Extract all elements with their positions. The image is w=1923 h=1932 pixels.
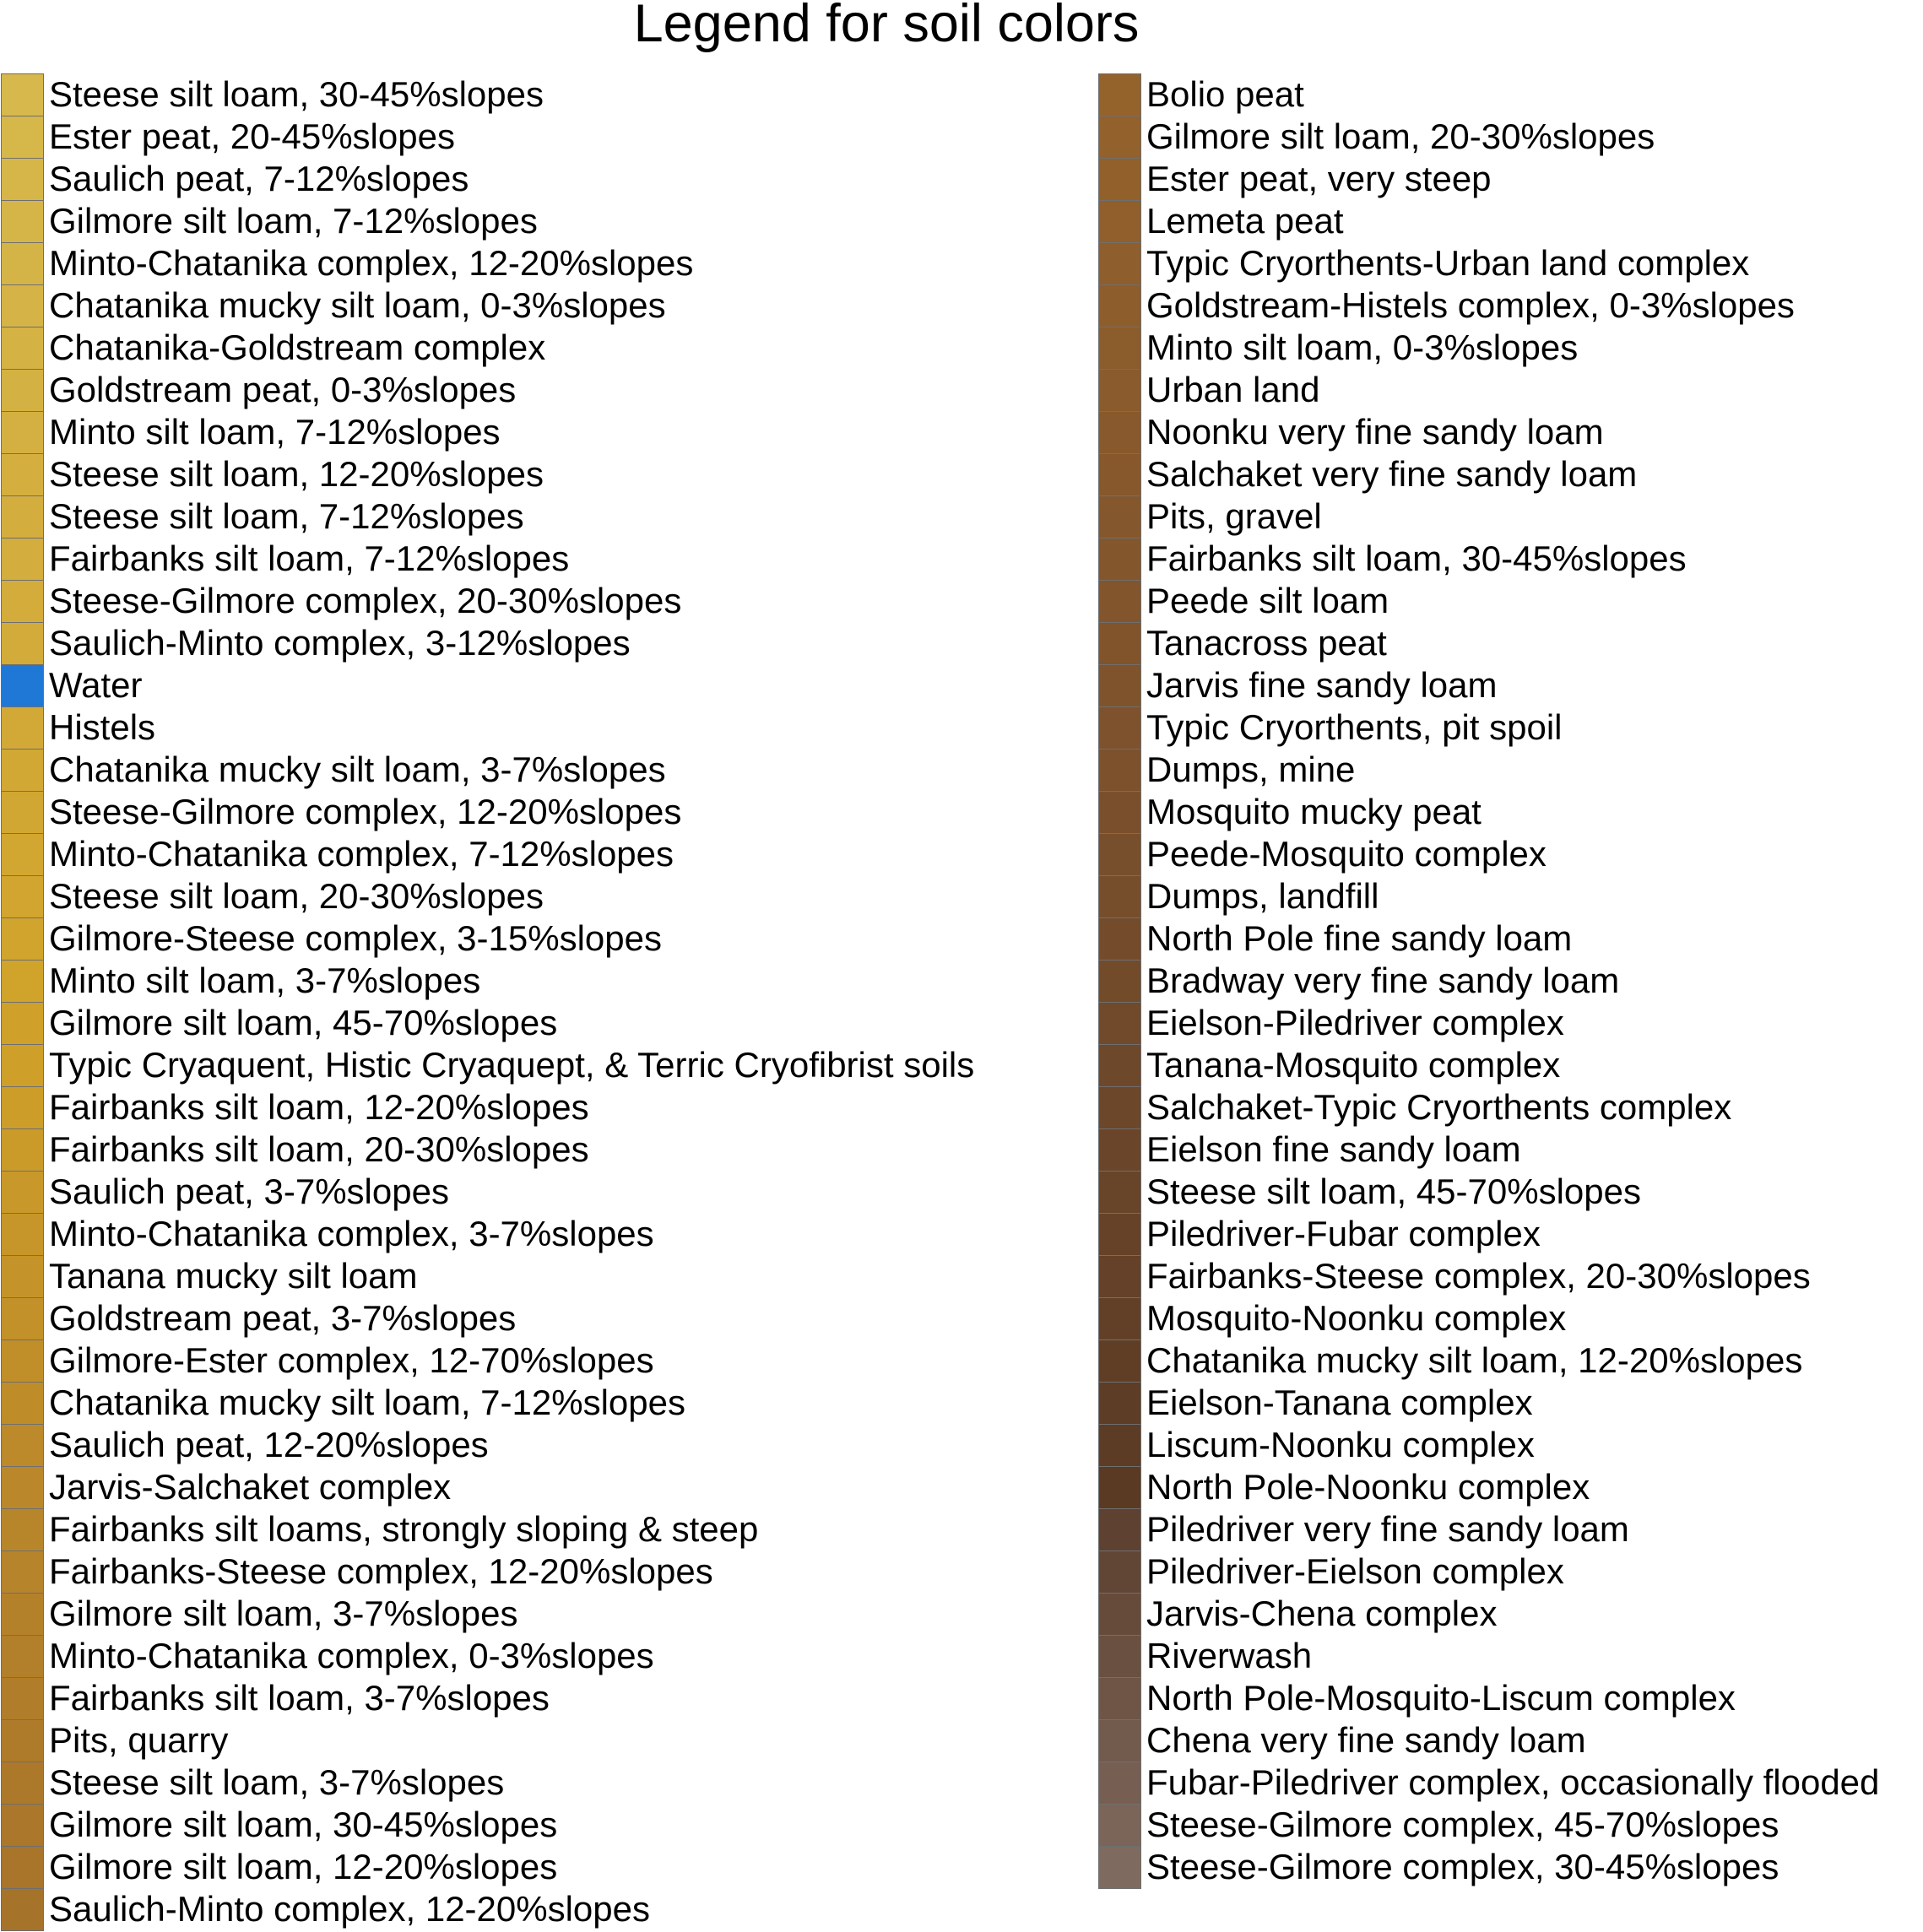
legend-item <box>1098 1762 1909 1804</box>
legend-swatch <box>1 242 44 285</box>
legend-label: North Pole fine sandy loam <box>1146 918 1573 958</box>
legend-label: Steese silt loam, 3-7%slopes <box>49 1762 505 1802</box>
legend-label: Steese silt loam, 7-12%slopes <box>49 496 524 536</box>
legend-swatch <box>1 1762 44 1805</box>
legend-label: Eielson fine sandy loam <box>1146 1129 1521 1169</box>
legend-item <box>1098 1593 1909 1635</box>
legend-swatch <box>1098 622 1141 665</box>
legend-item <box>1 1508 811 1550</box>
legend-label: Jarvis fine sandy loam <box>1146 665 1498 705</box>
legend-label: Fairbanks silt loam, 30-45%slopes <box>1146 538 1687 578</box>
legend-swatch <box>1098 1508 1141 1551</box>
legend-swatch <box>1098 495 1141 538</box>
legend-label: Saulich peat, 3-7%slopes <box>49 1172 449 1211</box>
legend-item <box>1 1762 811 1804</box>
legend-item <box>1098 1466 1909 1508</box>
legend-label: Minto-Chatanika complex, 12-20%slopes <box>49 243 694 283</box>
legend-item <box>1098 1339 1909 1382</box>
legend-item <box>1 116 811 158</box>
legend-swatch <box>1 73 44 116</box>
legend-label: Piledriver-Eielson complex <box>1146 1551 1564 1591</box>
legend-label: Fairbanks silt loam, 3-7%slopes <box>49 1678 550 1718</box>
legend-item <box>1 622 811 664</box>
legend-swatch <box>1098 833 1141 876</box>
legend-swatch <box>1098 73 1141 116</box>
legend-swatch <box>1098 706 1141 750</box>
legend-label: Goldstream-Histels complex, 0-3%slopes <box>1146 285 1795 325</box>
legend-label: Fubar-Piledriver complex, occasionally flooded <box>1146 1762 1880 1802</box>
legend-label: Steese-Gilmore complex, 20-30%slopes <box>49 581 682 620</box>
legend-label: Fairbanks silt loam, 12-20%slopes <box>49 1087 589 1127</box>
legend-swatch <box>1098 580 1141 623</box>
legend-label: Steese-Gilmore complex, 30-45%slopes <box>1146 1847 1779 1886</box>
legend-swatch <box>1 1382 44 1425</box>
legend-item <box>1 1719 811 1762</box>
legend-swatch <box>1 706 44 750</box>
legend-item <box>1 1086 811 1128</box>
legend-swatch <box>1098 538 1141 581</box>
legend-label: Bradway very fine sandy loam <box>1146 961 1620 1000</box>
legend-swatch <box>1 116 44 159</box>
legend-label: Ester peat, 20-45%slopes <box>49 116 455 156</box>
legend-swatch <box>1098 1382 1141 1425</box>
legend-label: Gilmore silt loam, 12-20%slopes <box>49 1847 558 1886</box>
legend-item <box>1 1550 811 1593</box>
legend-item <box>1098 1635 1909 1677</box>
legend-item <box>1098 875 1909 917</box>
legend-label: Bolio peat <box>1146 74 1304 114</box>
legend-item <box>1098 242 1909 284</box>
legend-swatch <box>1 369 44 412</box>
legend-swatch <box>1098 1339 1141 1383</box>
legend-item <box>1 538 811 580</box>
legend-swatch <box>1 200 44 243</box>
legend-label: Salchaket-Typic Cryorthents complex <box>1146 1087 1732 1127</box>
legend-swatch <box>1098 1719 1141 1762</box>
legend-label: Fairbanks-Steese complex, 12-20%slopes <box>49 1551 713 1591</box>
legend-label: Steese silt loam, 20-30%slopes <box>49 876 544 916</box>
legend-label: Steese silt loam, 12-20%slopes <box>49 454 544 494</box>
legend-label: North Pole-Mosquito-Liscum complex <box>1146 1678 1736 1718</box>
legend-swatch <box>1 158 44 201</box>
legend-swatch <box>1098 411 1141 454</box>
legend-item <box>1098 158 1909 200</box>
legend-swatch <box>1098 1466 1141 1509</box>
legend-label: Peede-Mosquito complex <box>1146 834 1547 874</box>
legend-swatch <box>1 284 44 327</box>
legend-item <box>1 1044 975 1086</box>
legend-label: Gilmore silt loam, 7-12%slopes <box>49 201 538 241</box>
legend-item <box>1098 116 1909 158</box>
legend-swatch <box>1 833 44 876</box>
legend-item <box>1098 833 1909 875</box>
legend-swatch <box>1 1297 44 1340</box>
legend-label: Riverwash <box>1146 1636 1313 1675</box>
legend-item <box>1 833 811 875</box>
legend-swatch <box>1 1466 44 1509</box>
legend-label: Minto silt loam, 3-7%slopes <box>49 961 481 1000</box>
legend-item <box>1 580 811 622</box>
legend-swatch <box>1098 1804 1141 1847</box>
legend-label: Minto-Chatanika complex, 7-12%slopes <box>49 834 674 874</box>
legend-column-right <box>1098 73 1909 1888</box>
legend-item <box>1 1804 811 1846</box>
legend-label: Steese-Gilmore complex, 12-20%slopes <box>49 792 682 831</box>
legend-swatch <box>1 1339 44 1383</box>
legend-label: Saulich-Minto complex, 3-12%slopes <box>49 623 631 663</box>
legend-item <box>1 1255 811 1297</box>
legend-swatch <box>1098 1550 1141 1594</box>
legend-item <box>1098 1044 1909 1086</box>
legend-label: Chatanika mucky silt loam, 7-12%slopes <box>49 1383 685 1422</box>
legend-label: Minto-Chatanika complex, 0-3%slopes <box>49 1636 654 1675</box>
legend-label: Lemeta peat <box>1146 201 1344 241</box>
legend-item <box>1 200 811 242</box>
legend-swatch <box>1098 116 1141 159</box>
legend-swatch <box>1 1635 44 1678</box>
legend-item <box>1098 1424 1909 1466</box>
legend-item <box>1098 1128 1909 1171</box>
legend-label: Water <box>49 665 143 705</box>
legend-item <box>1098 200 1909 242</box>
legend-label: Urban land <box>1146 370 1320 409</box>
legend-swatch <box>1 538 44 581</box>
legend-label: Gilmore silt loam, 45-70%slopes <box>49 1003 558 1042</box>
legend-swatch <box>1 960 44 1003</box>
legend-swatch <box>1 1719 44 1762</box>
legend-item <box>1098 749 1909 791</box>
legend-swatch <box>1098 960 1141 1003</box>
legend-item <box>1 327 811 369</box>
legend-item <box>1 917 811 960</box>
legend-item <box>1098 1002 1909 1044</box>
legend-item <box>1 73 811 116</box>
legend-swatch <box>1 1213 44 1256</box>
legend-label: Mosquito mucky peat <box>1146 792 1482 831</box>
legend-swatch <box>1098 327 1141 370</box>
legend-swatch <box>1 1550 44 1594</box>
legend-label: Ester peat, very steep <box>1146 159 1492 198</box>
legend-item <box>1 1677 811 1719</box>
legend-item <box>1 411 811 453</box>
legend-label: Minto silt loam, 7-12%slopes <box>49 412 501 452</box>
legend-swatch <box>1 1846 44 1889</box>
legend-label: Pits, gravel <box>1146 496 1322 536</box>
legend-item <box>1098 791 1909 833</box>
legend-swatch <box>1098 1213 1141 1256</box>
legend-item <box>1 875 811 917</box>
legend-swatch <box>1098 1593 1141 1636</box>
legend-item <box>1098 1804 1909 1846</box>
legend-swatch <box>1098 369 1141 412</box>
legend-label: Steese-Gilmore complex, 45-70%slopes <box>1146 1805 1779 1844</box>
legend-item <box>1 1593 811 1635</box>
legend-swatch <box>1 1086 44 1129</box>
legend-item <box>1098 1255 1909 1297</box>
legend-item <box>1 1213 811 1255</box>
legend-swatch <box>1098 1086 1141 1129</box>
legend-swatch <box>1 495 44 538</box>
legend-item <box>1098 411 1909 453</box>
legend-item <box>1 242 811 284</box>
legend-item <box>1 158 811 200</box>
legend-label: Fairbanks silt loam, 7-12%slopes <box>49 538 570 578</box>
legend-swatch <box>1 327 44 370</box>
legend-item <box>1 1888 811 1930</box>
legend-item <box>1 1635 811 1677</box>
legend-item <box>1 1339 811 1382</box>
legend-item <box>1 1466 811 1508</box>
legend-swatch <box>1 1002 44 1045</box>
legend-swatch <box>1 875 44 918</box>
legend-swatch <box>1098 1635 1141 1678</box>
legend-label: Gilmore silt loam, 20-30%slopes <box>1146 116 1655 156</box>
legend-item <box>1 284 811 327</box>
legend-swatch <box>1 749 44 792</box>
legend-label: Mosquito-Noonku complex <box>1146 1298 1567 1338</box>
legend-item <box>1 960 811 1002</box>
legend-swatch <box>1 1424 44 1467</box>
legend-label: Goldstream peat, 0-3%slopes <box>49 370 517 409</box>
legend-swatch <box>1098 453 1141 496</box>
legend-item <box>1 664 811 706</box>
legend-label: Histels <box>49 707 156 747</box>
legend-label: Fairbanks silt loam, 20-30%slopes <box>49 1129 589 1169</box>
legend-item <box>1098 917 1909 960</box>
legend-label: Tanacross peat <box>1146 623 1387 663</box>
legend-label: Eielson-Piledriver complex <box>1146 1003 1564 1042</box>
legend-label: Minto silt loam, 0-3%slopes <box>1146 327 1579 367</box>
legend-label: Saulich peat, 7-12%slopes <box>49 159 469 198</box>
legend-item <box>1 1128 811 1171</box>
legend-swatch <box>1 1593 44 1636</box>
legend-swatch <box>1 1128 44 1172</box>
legend-item <box>1098 664 1909 706</box>
legend-swatch <box>1 1804 44 1847</box>
legend-label: Gilmore-Steese complex, 3-15%slopes <box>49 918 662 958</box>
legend-label: Typic Cryaquent, Histic Cryaquept, & Terric Cryofibrist soils <box>49 1045 975 1085</box>
legend-swatch <box>1098 284 1141 327</box>
legend-label: Minto-Chatanika complex, 3-7%slopes <box>49 1214 654 1253</box>
legend-item <box>1098 580 1909 622</box>
legend-swatch <box>1 1255 44 1298</box>
legend-swatch <box>1098 1002 1141 1045</box>
legend-label: Salchaket very fine sandy loam <box>1146 454 1638 494</box>
legend-label: Saulich peat, 12-20%slopes <box>49 1425 489 1464</box>
legend-swatch <box>1 453 44 496</box>
legend-label: Typic Cryorthents, pit spoil <box>1146 707 1563 747</box>
legend-swatch <box>1 1044 44 1087</box>
legend-swatch <box>1098 1044 1141 1087</box>
legend-swatch <box>1 1677 44 1720</box>
legend-label: Tanana mucky silt loam <box>49 1256 418 1296</box>
legend-item <box>1098 1719 1909 1762</box>
legend-item <box>1098 495 1909 538</box>
legend-item <box>1098 1086 1909 1128</box>
legend-swatch <box>1098 1677 1141 1720</box>
legend-item <box>1098 622 1909 664</box>
legend-swatch <box>1 1171 44 1214</box>
legend-swatch <box>1 917 44 961</box>
legend-item <box>1098 453 1909 495</box>
legend-swatch <box>1098 1171 1141 1214</box>
legend-label: Dumps, mine <box>1146 750 1356 789</box>
legend-label: Steese silt loam, 30-45%slopes <box>49 74 544 114</box>
legend-label: Chatanika mucky silt loam, 0-3%slopes <box>49 285 666 325</box>
legend-item <box>1 749 811 791</box>
legend-label: Chatanika mucky silt loam, 3-7%slopes <box>49 750 666 789</box>
legend-swatch <box>1 1888 44 1931</box>
legend-item <box>1 1424 811 1466</box>
legend-label: Dumps, landfill <box>1146 876 1379 916</box>
legend-item <box>1098 1171 1909 1213</box>
legend-swatch <box>1098 1846 1141 1889</box>
legend-item <box>1 1382 811 1424</box>
legend-label: Peede silt loam <box>1146 581 1389 620</box>
legend-label: Noonku very fine sandy loam <box>1146 412 1604 452</box>
legend-label: Saulich-Minto complex, 12-20%slopes <box>49 1889 651 1929</box>
legend-label: Chatanika mucky silt loam, 12-20%slopes <box>1146 1340 1803 1380</box>
legend-swatch <box>1098 1424 1141 1467</box>
legend-item <box>1 369 811 411</box>
legend-label: Liscum-Noonku complex <box>1146 1425 1535 1464</box>
legend-item <box>1098 1677 1909 1719</box>
legend-swatch <box>1 664 44 707</box>
legend-item <box>1098 538 1909 580</box>
legend-swatch <box>1 1508 44 1551</box>
legend-item <box>1 1171 811 1213</box>
legend-swatch <box>1098 158 1141 201</box>
legend-label: Goldstream peat, 3-7%slopes <box>49 1298 517 1338</box>
legend-swatch <box>1098 791 1141 834</box>
legend-label: Steese silt loam, 45-70%slopes <box>1146 1172 1641 1211</box>
legend-swatch <box>1 791 44 834</box>
legend-swatch <box>1098 1762 1141 1805</box>
legend-item <box>1098 1550 1909 1593</box>
legend-label: Pits, quarry <box>49 1720 229 1760</box>
legend-label: Tanana-Mosquito complex <box>1146 1045 1561 1085</box>
legend-label: Piledriver very fine sandy loam <box>1146 1509 1629 1549</box>
legend-item <box>1 1846 811 1888</box>
legend-label: North Pole-Noonku complex <box>1146 1467 1590 1507</box>
legend-swatch <box>1098 242 1141 285</box>
legend-item <box>1098 1382 1909 1424</box>
legend-item <box>1098 1297 1909 1339</box>
legend-label: Eielson-Tanana complex <box>1146 1383 1533 1422</box>
legend-item <box>1098 1508 1909 1550</box>
legend-item <box>1098 706 1909 749</box>
legend-label: Piledriver-Fubar complex <box>1146 1214 1541 1253</box>
legend-label: Typic Cryorthents-Urban land complex <box>1146 243 1750 283</box>
legend-item <box>1098 1213 1909 1255</box>
legend-swatch <box>1098 917 1141 961</box>
legend-swatch <box>1098 664 1141 707</box>
legend-item <box>1098 1846 1909 1888</box>
legend-swatch <box>1098 1128 1141 1172</box>
legend-column-left <box>1 73 975 1930</box>
legend-swatch <box>1098 1255 1141 1298</box>
legend-item <box>1098 369 1909 411</box>
legend-swatch <box>1 622 44 665</box>
legend-item <box>1 495 811 538</box>
legend-item <box>1 1297 811 1339</box>
legend-label: Fairbanks silt loams, strongly sloping & steep <box>49 1509 759 1549</box>
legend-item <box>1098 327 1909 369</box>
legend-label: Jarvis-Chena complex <box>1146 1594 1498 1633</box>
legend-swatch <box>1098 200 1141 243</box>
legend-swatch <box>1098 749 1141 792</box>
legend-swatch <box>1 411 44 454</box>
legend-item <box>1 453 811 495</box>
legend-swatch <box>1098 1297 1141 1340</box>
legend-item <box>1 706 811 749</box>
legend-item <box>1098 284 1909 327</box>
legend-label: Gilmore silt loam, 30-45%slopes <box>49 1805 558 1844</box>
legend-title: Legend for soil colors <box>633 0 1140 53</box>
legend-label: Gilmore silt loam, 3-7%slopes <box>49 1594 518 1633</box>
legend-label: Chena very fine sandy loam <box>1146 1720 1586 1760</box>
legend-label: Chatanika-Goldstream complex <box>49 327 546 367</box>
legend-item <box>1 1002 811 1044</box>
legend-item <box>1098 960 1909 1002</box>
legend-item <box>1098 73 1909 116</box>
legend-label: Gilmore-Ester complex, 12-70%slopes <box>49 1340 654 1380</box>
legend-label: Fairbanks-Steese complex, 20-30%slopes <box>1146 1256 1811 1296</box>
legend-item <box>1 791 811 833</box>
legend-swatch <box>1098 875 1141 918</box>
legend-swatch <box>1 580 44 623</box>
legend-label: Jarvis-Salchaket complex <box>49 1467 452 1507</box>
